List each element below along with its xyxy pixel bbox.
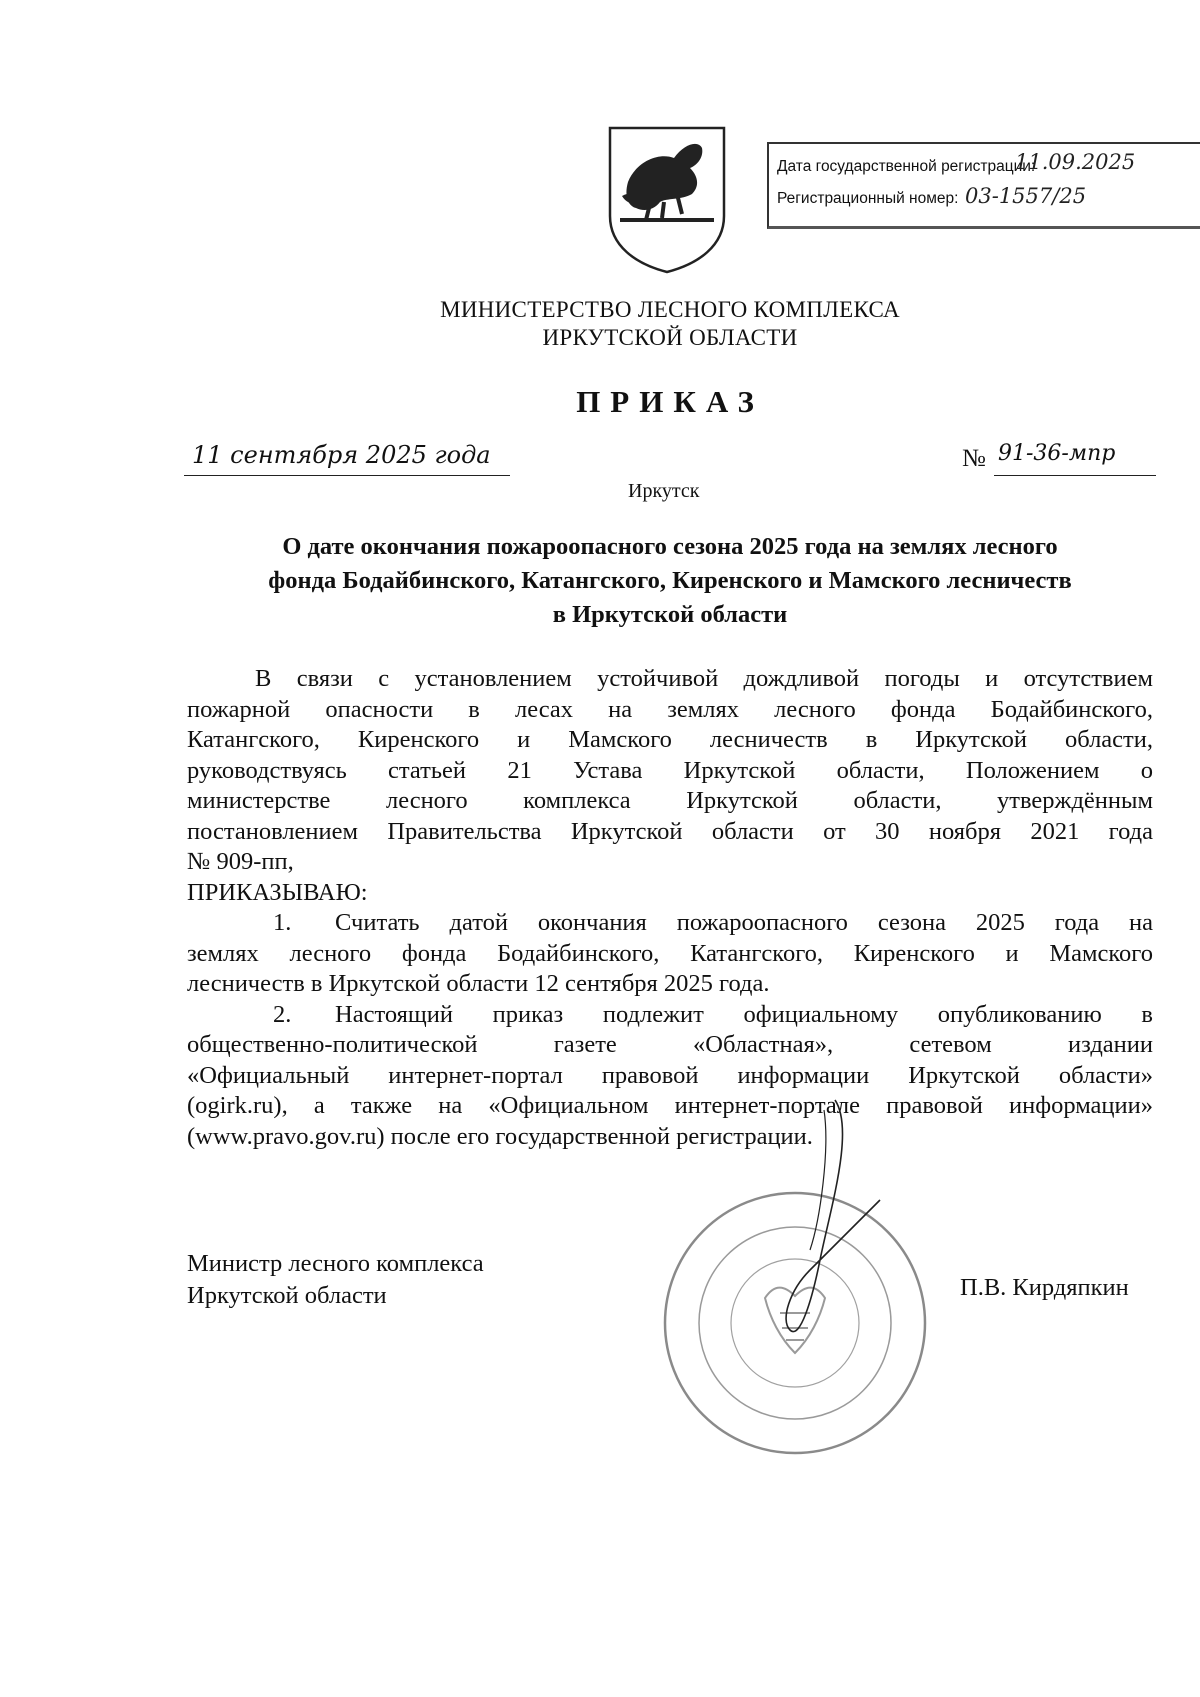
preamble-line: В связи с установлением устойчивой дождливой погоды и отсутствием — [255, 665, 1153, 692]
item-line — [187, 908, 1153, 939]
title-line-2: фонда Бодайбинского, Катангского, Киренского и Мамского лесничеств — [268, 567, 1072, 594]
title-line-1: О дате окончания пожароопасного сезона 2025 года на землях лесного — [282, 533, 1058, 560]
item-line: лесничеств в Иркутской области 12 сентября 2025 года. — [187, 970, 770, 997]
order-word: ПРИКАЗЫВАЮ: — [187, 878, 368, 906]
document-date: 11 сентября 2025 года — [192, 441, 491, 469]
number-sign: № — [962, 445, 986, 472]
preamble-line: руководствуясь статьей 21 Устава Иркутской области, Положением о — [187, 756, 1153, 784]
document-type: ПРИКАЗ — [576, 384, 764, 419]
title-line-3: в Иркутской области — [552, 601, 788, 628]
preamble-line: пожарной опасности в лесах на землях лесного фонда Бодайбинского, — [187, 695, 1153, 723]
item-line: общественно-политической газете «Областная», сетевом издании — [187, 1031, 1153, 1058]
position-line-1: Министр лесного комплекса — [187, 1250, 484, 1277]
city: Иркутск — [628, 480, 700, 502]
order-item-2 — [187, 1000, 1153, 1153]
item-line: (ogirk.ru), а также на «Официальном интернет-портале правовой информации» — [187, 1092, 1153, 1119]
ministry-name — [300, 296, 1040, 352]
number-field — [994, 441, 1156, 476]
document-body — [187, 664, 1153, 1152]
registration-number-value: 03-1557/25 — [965, 184, 1087, 208]
preamble-line: Катангского, Киренского и Мамского лесничеств в Иркутской области, — [187, 726, 1153, 753]
registration-box — [767, 142, 1200, 229]
preamble-line: министерстве лесного комплекса Иркутской области, утверждённым — [187, 787, 1153, 814]
item-text: Настоящий приказ подлежит официальному опубликованию в — [335, 1000, 1153, 1028]
document-title — [186, 530, 1154, 632]
signatory-name: П.В. Кирдяпкин — [960, 1274, 1129, 1301]
registration-number-label: Регистрационный номер: — [777, 190, 959, 207]
coat-of-arms-icon — [606, 124, 728, 276]
preamble-line: постановлением Правительства Иркутской области от 30 ноября 2021 года — [187, 817, 1153, 845]
registration-date-label: Дата государственной регистрации: — [777, 158, 1036, 175]
signatory-position — [187, 1248, 484, 1312]
ministry-line-1: МИНИСТЕРСТВО ЛЕСНОГО КОМПЛЕКСА — [440, 297, 900, 322]
preamble-line: № 909-пп, — [187, 848, 294, 875]
date-field — [184, 441, 510, 476]
handwritten-signature — [760, 1090, 900, 1355]
order-item-1 — [187, 908, 1153, 1000]
document-number: 91-36-мпр — [998, 441, 1116, 466]
registration-date-value: 11.09.2025 — [1015, 150, 1136, 174]
preamble — [187, 664, 1153, 878]
item-number: 2. — [273, 1000, 292, 1028]
position-line-2: Иркутской области — [187, 1282, 387, 1309]
ministry-line-2: ИРКУТСКОЙ ОБЛАСТИ — [542, 325, 798, 350]
item-line — [187, 1000, 1153, 1031]
item-number: 1. — [273, 909, 292, 936]
item-text: Считать датой окончания пожароопасного сезона 2025 года на — [335, 909, 1153, 936]
item-line: (www.pravo.gov.ru) после его государственной регистрации. — [187, 1122, 813, 1150]
item-line: землях лесного фонда Бодайбинского, Катангского, Киренского и Мамского — [187, 939, 1153, 967]
item-line: «Официальный интернет-портал правовой информации Иркутской области» — [187, 1061, 1153, 1089]
